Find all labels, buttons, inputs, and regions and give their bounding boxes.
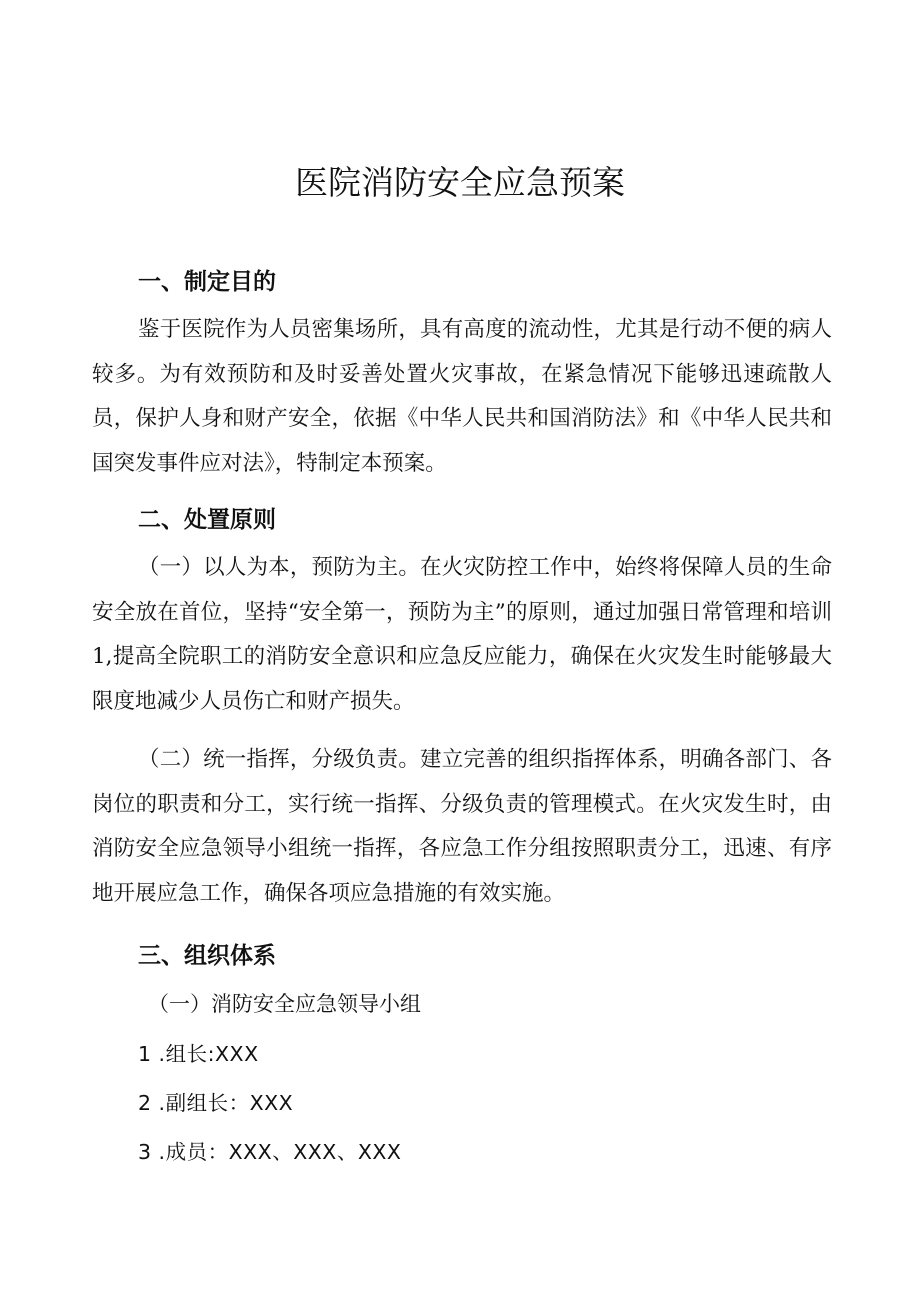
list-item-deputy-leader: 2 .副组长：XXX (138, 1091, 294, 1115)
section-heading-principles: 二、处置原则 (138, 507, 276, 533)
paragraph-purpose: 鉴于医院作为人员密集场所，具有高度的流动性，尤其是行动不便的病人较多。为有效预防和及时妥善处置火灾事故，在紧急情况下能够迅速疏散人员，保护人身和财产安全，依据《中华人民共和国消防法》和《中华人民共和国突发事件应对法》，特制定本预案。 (92, 317, 832, 476)
section-heading-organization: 三、组织体系 (138, 943, 276, 969)
document-title: 医院消防安全应急预案 (295, 163, 625, 202)
list-item-members: 3 .成员：XXX、XXX、XXX (138, 1140, 402, 1164)
subheading-leadership-group: （一）消防安全应急领导小组 (148, 992, 421, 1016)
section-heading-purpose: 一、制定目的 (138, 269, 276, 295)
paragraph-principle-1: （一）以人为本，预防为主。在火灾防控工作中，始终将保障人员的生命安全放在首位，坚持“安全第一，预防为主”的原则，通过加强日常管理和培训1,提高全院职工的消防安全意识和应急反应能力，确保在火灾发生时能够最大限度地减少人员伤亡和财产损失。 (92, 555, 832, 714)
paragraph-principle-2: （二）统一指挥，分级负责。建立完善的组织指挥体系，明确各部门、各岗位的职责和分工，实行统一指挥、分级负责的管理模式。在火灾发生时，由消防安全应急领导小组统一指挥，各应急工作分组按照职责分工，迅速、有序地开展应急工作，确保各项应急措施的有效实施。 (92, 747, 832, 906)
list-item-leader: 1 .组长:XXX (138, 1042, 259, 1066)
